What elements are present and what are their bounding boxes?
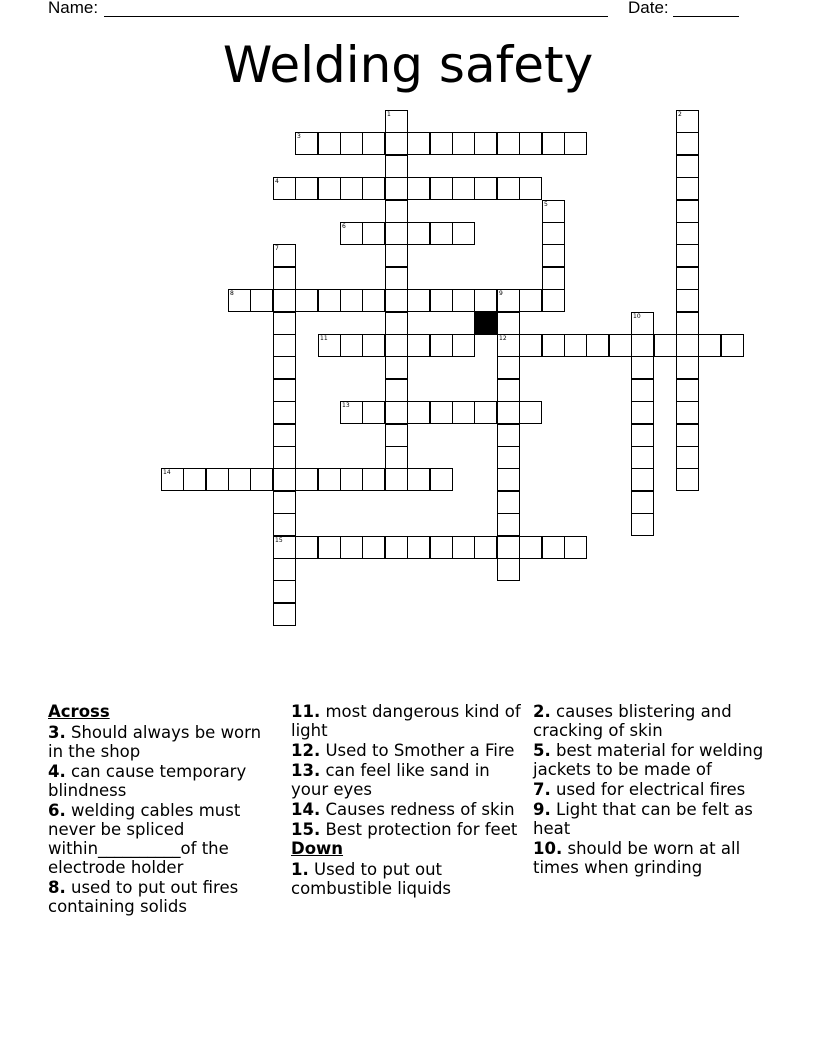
grid-cell[interactable] — [273, 379, 296, 402]
grid-cell[interactable] — [295, 177, 318, 200]
grid-cell[interactable] — [273, 558, 296, 581]
cell-number: 2 — [678, 111, 682, 118]
grid-cell[interactable] — [273, 334, 296, 357]
grid-cell[interactable] — [273, 177, 296, 200]
grid-cell[interactable] — [273, 513, 296, 536]
grid-cell[interactable] — [273, 536, 296, 559]
grid-cell[interactable] — [318, 468, 341, 491]
grid-cell[interactable] — [318, 289, 341, 312]
grid-cell[interactable] — [542, 536, 565, 559]
grid-cell[interactable] — [497, 424, 520, 447]
grid-cell[interactable] — [340, 401, 363, 424]
clue-down-7: 7. used for electrical fires — [533, 780, 746, 799]
cell-number: 14 — [163, 469, 171, 476]
grid-cell[interactable] — [385, 379, 408, 402]
grid-cell[interactable] — [676, 267, 699, 290]
grid-cell[interactable] — [273, 446, 296, 469]
grid-cell[interactable] — [385, 356, 408, 379]
clue-down-1: 1. Used to put out combustible liquids — [291, 860, 452, 898]
grid-cell[interactable] — [340, 177, 363, 200]
grid-cell[interactable] — [273, 289, 296, 312]
grid-cell[interactable] — [542, 200, 565, 223]
grid-cell[interactable] — [631, 312, 654, 335]
grid-cell[interactable] — [295, 132, 318, 155]
grid-cell[interactable] — [676, 132, 699, 155]
grid-cell[interactable] — [340, 334, 363, 357]
grid-cell[interactable] — [452, 401, 475, 424]
grid-cell[interactable] — [497, 536, 520, 559]
grid-cell[interactable] — [362, 132, 385, 155]
grid-cell[interactable] — [385, 446, 408, 469]
grid-cell[interactable] — [631, 379, 654, 402]
grid-cell[interactable] — [631, 513, 654, 536]
grid-cell[interactable] — [564, 132, 587, 155]
cell-number: 6 — [342, 223, 346, 230]
grid-cell[interactable] — [362, 468, 385, 491]
grid-cell[interactable] — [452, 132, 475, 155]
grid-cell[interactable] — [497, 446, 520, 469]
grid-cell[interactable] — [273, 424, 296, 447]
grid-cell[interactable] — [318, 334, 341, 357]
grid-cell[interactable] — [631, 356, 654, 379]
grid-cell[interactable] — [161, 468, 184, 491]
grid-cell[interactable] — [519, 132, 542, 155]
grid-cell[interactable] — [295, 536, 318, 559]
grid-cell[interactable] — [362, 289, 385, 312]
grid-cell[interactable] — [206, 468, 229, 491]
grid-cell[interactable] — [385, 267, 408, 290]
grid-cell[interactable] — [228, 468, 251, 491]
grid-cell[interactable] — [497, 558, 520, 581]
grid-cell[interactable] — [407, 536, 430, 559]
clue-down-5: 5. best material for welding jackets to be made of — [533, 741, 764, 779]
grid-cell[interactable] — [340, 536, 363, 559]
cell-number: 8 — [230, 290, 234, 297]
grid-cell[interactable] — [564, 334, 587, 357]
grid-cell[interactable] — [676, 244, 699, 267]
grid-cell[interactable] — [407, 468, 430, 491]
cell-number: 4 — [275, 178, 279, 185]
page-title: Welding safety — [222, 36, 594, 94]
clue-column-1 — [48, 702, 280, 916]
grid-cell[interactable] — [385, 468, 408, 491]
grid-cell[interactable] — [318, 177, 341, 200]
grid-cell[interactable] — [519, 177, 542, 200]
clue-across-14: 14. Causes redness of skin — [291, 800, 515, 819]
grid-cell[interactable] — [631, 491, 654, 514]
down-heading: Down — [291, 839, 344, 858]
grid-cell[interactable] — [295, 468, 318, 491]
cell-number: 9 — [499, 290, 503, 297]
cell-number: 11 — [320, 335, 328, 342]
grid-cell[interactable] — [407, 177, 430, 200]
grid-cell[interactable] — [385, 334, 408, 357]
grid-cell[interactable] — [273, 580, 296, 603]
grid-cell[interactable] — [385, 536, 408, 559]
clue-column-3 — [533, 702, 765, 877]
grid-cell[interactable] — [385, 110, 408, 133]
grid-cell[interactable] — [407, 222, 430, 245]
clue-across-13: 13. can feel like sand in your eyes — [291, 761, 490, 799]
clue-down-10: 10. should be worn at all times when grinding — [533, 839, 741, 877]
across-heading: Across — [48, 702, 110, 721]
grid-cell[interactable] — [452, 177, 475, 200]
grid-cell[interactable] — [273, 491, 296, 514]
grid-cell[interactable] — [430, 401, 453, 424]
grid-cell[interactable] — [631, 468, 654, 491]
grid-cell[interactable] — [497, 289, 520, 312]
grid-cell[interactable] — [452, 222, 475, 245]
grid-cell[interactable] — [318, 132, 341, 155]
grid-cell[interactable] — [385, 155, 408, 178]
grid-cell[interactable] — [273, 267, 296, 290]
grid-cell[interactable] — [430, 132, 453, 155]
grid-cell[interactable] — [676, 468, 699, 491]
grid-cell[interactable] — [542, 334, 565, 357]
grid-cell[interactable] — [430, 177, 453, 200]
cell-number: 5 — [544, 201, 548, 208]
grid-cell[interactable] — [519, 401, 542, 424]
grid-cell[interactable] — [698, 334, 721, 357]
cell-number: 12 — [499, 335, 507, 342]
grid-cell[interactable] — [474, 289, 497, 312]
grid-cell[interactable] — [497, 401, 520, 424]
grid-cell[interactable] — [609, 334, 632, 357]
grid-cell[interactable] — [430, 468, 453, 491]
grid-cell[interactable] — [385, 401, 408, 424]
black-cell — [474, 312, 497, 335]
cell-number: 13 — [342, 402, 350, 409]
clue-across-4: 4. can cause temporary blindness — [48, 762, 247, 800]
clue-across-6: 6. welding cables must never be spliced within__________of the electrode holder — [48, 801, 241, 877]
grid-cell[interactable] — [385, 244, 408, 267]
grid-cell[interactable] — [676, 424, 699, 447]
grid-cell[interactable] — [452, 334, 475, 357]
cell-number: 15 — [275, 537, 283, 544]
grid-cell[interactable] — [430, 289, 453, 312]
grid-cell[interactable] — [407, 289, 430, 312]
grid-cell[interactable] — [340, 289, 363, 312]
grid-cell[interactable] — [362, 401, 385, 424]
grid-cell[interactable] — [474, 536, 497, 559]
grid-cell[interactable] — [362, 222, 385, 245]
grid-cell[interactable] — [631, 401, 654, 424]
grid-cell[interactable] — [250, 468, 273, 491]
grid-cell[interactable] — [273, 312, 296, 335]
grid-cell[interactable] — [407, 401, 430, 424]
grid-cell[interactable] — [228, 289, 251, 312]
cell-number: 10 — [633, 313, 641, 320]
grid-cell[interactable] — [452, 536, 475, 559]
grid-cell[interactable] — [273, 468, 296, 491]
grid-cell[interactable] — [676, 110, 699, 133]
grid-cell[interactable] — [631, 446, 654, 469]
grid-cell[interactable] — [519, 289, 542, 312]
grid-cell[interactable] — [586, 334, 609, 357]
grid-cell[interactable] — [452, 289, 475, 312]
grid-cell[interactable] — [519, 334, 542, 357]
grid-cell[interactable] — [676, 155, 699, 178]
grid-cell[interactable] — [631, 424, 654, 447]
grid-cell[interactable] — [676, 289, 699, 312]
grid-cell[interactable] — [631, 334, 654, 357]
grid-cell[interactable] — [385, 177, 408, 200]
grid-cell[interactable] — [273, 603, 296, 626]
grid-cell[interactable] — [676, 200, 699, 223]
grid-cell[interactable] — [542, 244, 565, 267]
grid-cell[interactable] — [430, 222, 453, 245]
grid-cell[interactable] — [362, 177, 385, 200]
grid-cell[interactable] — [497, 334, 520, 357]
grid-cell[interactable] — [385, 312, 408, 335]
name-label: Name: — [48, 0, 99, 17]
grid-cell[interactable] — [407, 334, 430, 357]
grid-cell[interactable] — [497, 491, 520, 514]
grid-cell[interactable] — [340, 468, 363, 491]
clue-across-3: 3. Should always be worn in the shop — [48, 723, 262, 761]
clue-down-2: 2. causes blistering and cracking of skin — [533, 702, 732, 740]
grid-cell[interactable] — [250, 289, 273, 312]
cell-number: 1 — [387, 111, 391, 118]
grid-cell[interactable] — [497, 513, 520, 536]
grid-cell[interactable] — [295, 289, 318, 312]
grid-cell[interactable] — [385, 200, 408, 223]
clue-across-11: 11. most dangerous kind of light — [291, 702, 521, 740]
grid-cell[interactable] — [676, 356, 699, 379]
grid-cell[interactable] — [564, 536, 587, 559]
grid-cell[interactable] — [340, 222, 363, 245]
date-label: Date: — [628, 0, 669, 17]
grid-cell[interactable] — [385, 132, 408, 155]
grid-cell[interactable] — [474, 132, 497, 155]
grid-cell[interactable] — [676, 334, 699, 357]
grid-cell[interactable] — [474, 177, 497, 200]
grid-cell[interactable] — [676, 177, 699, 200]
grid-cell[interactable] — [273, 356, 296, 379]
grid-cell[interactable] — [340, 132, 363, 155]
grid-cell[interactable] — [362, 334, 385, 357]
grid-cell[interactable] — [362, 536, 385, 559]
cell-number: 3 — [297, 133, 301, 140]
grid-cell[interactable] — [497, 312, 520, 335]
clue-column-2 — [291, 702, 523, 898]
clue-across-12: 12. Used to Smother a Fire — [291, 741, 515, 760]
clue-across-15: 15. Best protection for feet — [291, 820, 518, 839]
grid-cell[interactable] — [273, 401, 296, 424]
clue-down-9: 9. Light that can be felt as heat — [533, 800, 753, 838]
grid-cell[interactable] — [273, 244, 296, 267]
grid-cell[interactable] — [676, 312, 699, 335]
grid-cell[interactable] — [497, 132, 520, 155]
grid-cell[interactable] — [430, 536, 453, 559]
grid-cell[interactable] — [542, 289, 565, 312]
cell-number: 7 — [275, 245, 279, 252]
grid-cell[interactable] — [676, 222, 699, 245]
grid-cell[interactable] — [542, 267, 565, 290]
grid-cell[interactable] — [318, 536, 341, 559]
grid-cell[interactable] — [474, 401, 497, 424]
grid-cell[interactable] — [430, 334, 453, 357]
grid-cell[interactable] — [676, 446, 699, 469]
grid-cell[interactable] — [676, 379, 699, 402]
grid-cell[interactable] — [497, 379, 520, 402]
grid-cell[interactable] — [497, 177, 520, 200]
grid-cell[interactable] — [407, 132, 430, 155]
grid-cell[interactable] — [542, 222, 565, 245]
grid-cell[interactable] — [654, 334, 677, 357]
grid-cell[interactable] — [721, 334, 744, 357]
grid-cell[interactable] — [385, 289, 408, 312]
grid-cell[interactable] — [385, 222, 408, 245]
grid-cell[interactable] — [385, 424, 408, 447]
grid-cell[interactable] — [497, 356, 520, 379]
grid-cell[interactable] — [676, 401, 699, 424]
grid-cell[interactable] — [542, 132, 565, 155]
clue-across-8: 8. used to put out fires containing solids — [48, 878, 239, 916]
grid-cell[interactable] — [497, 468, 520, 491]
grid-cell[interactable] — [183, 468, 206, 491]
grid-cell[interactable] — [519, 536, 542, 559]
